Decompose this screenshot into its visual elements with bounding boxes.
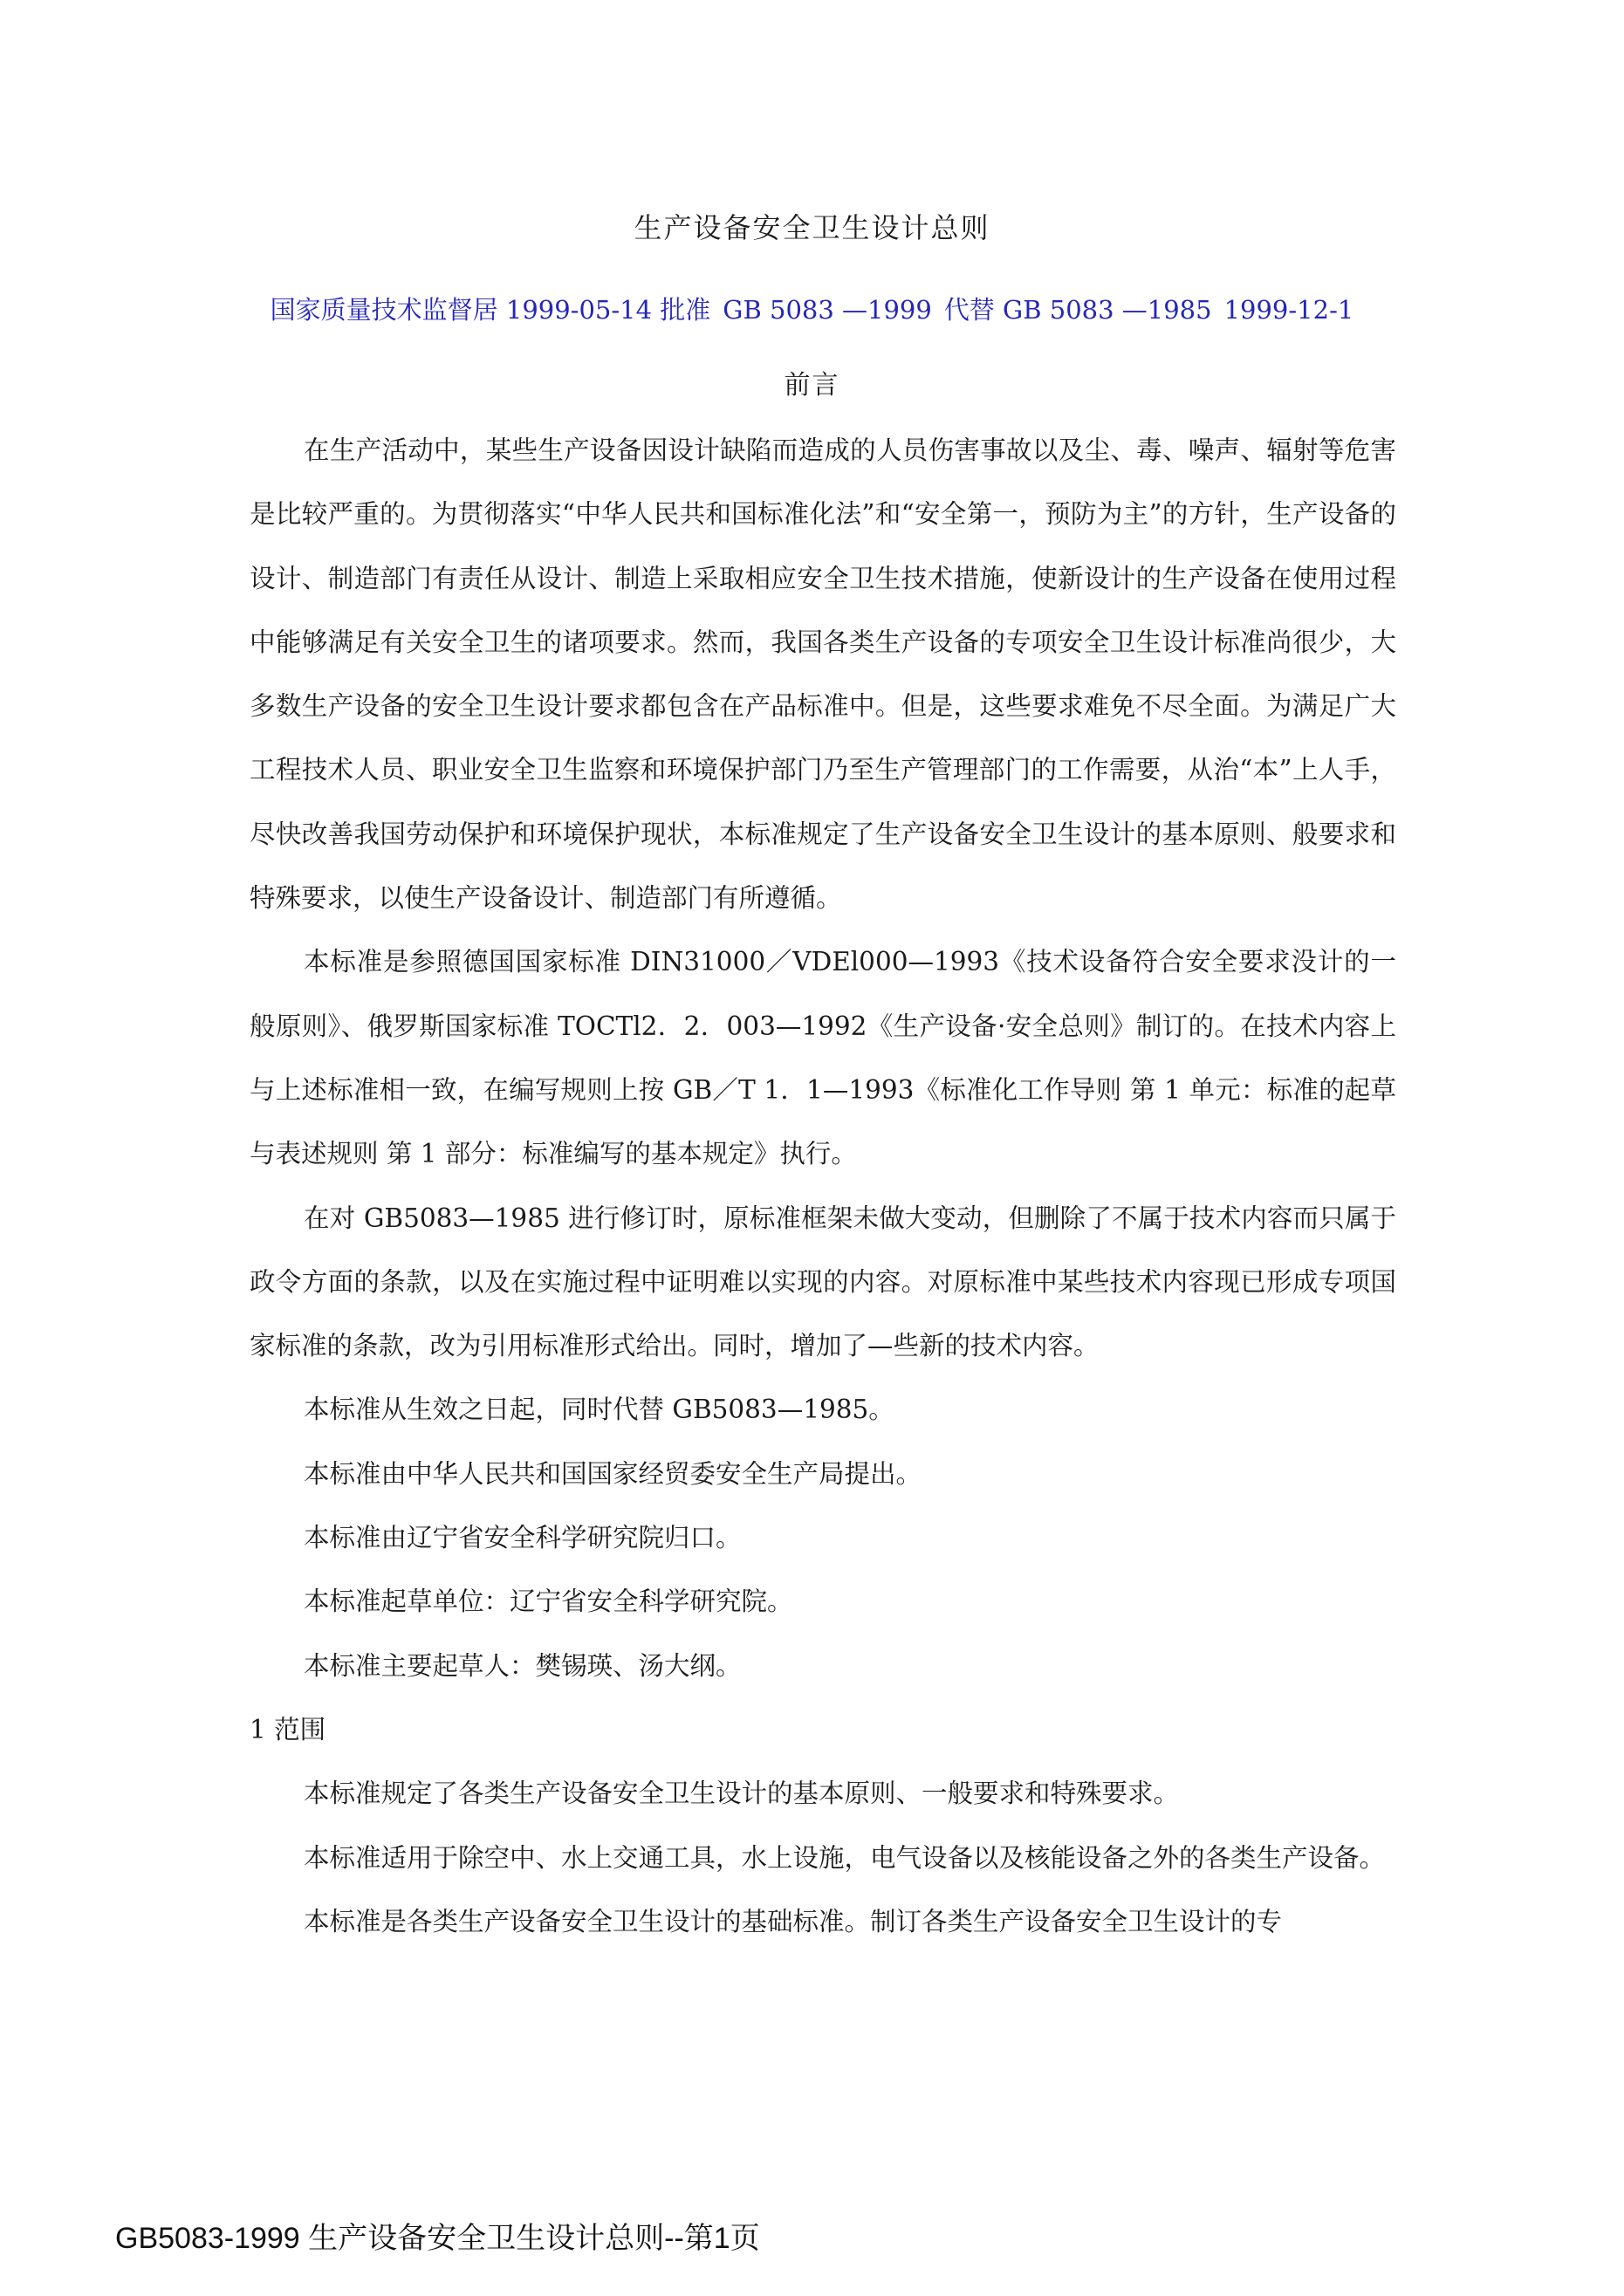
page-footer: GB5083-1999 生产设备安全卫生设计总则--第1页 [115, 2222, 760, 2255]
preface-paragraph: 本标准是参照德国国家标准 DIN31000／VDEl000—1993《技术设备符合安全要求没计的一般原则》、俄罗斯国家标准 TOCTl2．2．003—1992《生产设备·安全总则》制订的。在技术内容上与上述标准相一致，在编写规则上按 GB／T 1．1—1993《标准化工作导则 第 1 单元：标准的起草与表述规则 第 1 部分：标准编写的基本规定》执行。 [250, 947, 1396, 1169]
preface-paragraph: 本标准由中华人民共和国国家经贸委安全生产局提出。 [304, 1458, 922, 1489]
meta-effective-date: 1999-12-1 [1223, 295, 1354, 325]
preface-paragraph: 本标准由辽宁省安全科学研究院归口。 [304, 1523, 742, 1553]
preface-paragraph: 在生产活动中，某些生产设备因设计缺陷而造成的人员伤害事故以及尘、毒、噪声、辐射等危害是比较严重的。为贯彻落实“中华人民共和国标准化法”和“安全第一，预防为主”的方针，生产设备的设计、制造部门有责任从设计、制造上采取相应安全卫生技术措施，使新设计的生产设备在使用过程中能够满足有关安全卫生的诸项要求。然而，我国各类生产设备的专项安全卫生设计标准尚很少，大多数生产设备的安全卫生设计要求都包含在产品标准中。但是，这些要求难免不尽全面。为满足广大工程技术人员、职业安全卫生监察和环境保护部门乃至生产管理部门的工作需要，从治“本”上人手，尽快改善我国劳动保护和环境保护现状，本标准规定了生产设备安全卫生设计的基本原则、般要求和特殊要求，以使生产设备设计、制造部门有所遵循。 [250, 435, 1396, 914]
meta-approver: 国家质量技术监督居 1999-05-14 批准 [270, 295, 711, 325]
preface-paragraph: 本标准主要起草人：樊锡瑛、汤大纲。 [304, 1650, 742, 1681]
preface-paragraph: 本标准起草单位：辽宁省安全科学研究院。 [304, 1587, 793, 1617]
preface-heading: 前言 [784, 370, 840, 401]
document-body [250, 419, 1396, 1954]
meta-replaces: 代替 GB 5083 —1985 [943, 295, 1212, 325]
scope-paragraph: 本标准是各类生产设备安全卫生设计的基础标准。制订各类生产设备安全卫生设计的专 [304, 1906, 1283, 1936]
section-heading-scope: 1 范围 [250, 1714, 326, 1744]
scope-paragraph: 本标准规定了各类生产设备安全卫生设计的基本原则、一般要求和特殊要求。 [304, 1779, 1180, 1809]
preface-paragraph: 在对 GB5083—1985 进行修订时，原标准框架未做大变动，但删除了不属于技术内容而只属于政令方面的条款，以及在实施过程中证明难以实现的内容。对原标准中某些技术内容现已形成专项国家标准的条款，改为引用标准形式给出。同时，增加了—些新的技术内容。 [250, 1203, 1396, 1361]
document-meta-line [0, 291, 1624, 326]
scope-paragraph: 本标准适用于除空中、水上交通工具，水上设施，电气设备以及核能设备之外的各类生产设备。 [304, 1842, 1386, 1873]
document-title: 生产设备安全卫生设计总则 [634, 211, 990, 244]
meta-standard-code: GB 5083 —1999 [723, 295, 932, 325]
preface-paragraph: 本标准从生效之日起，同时代替 GB5083—1985。 [304, 1395, 894, 1425]
